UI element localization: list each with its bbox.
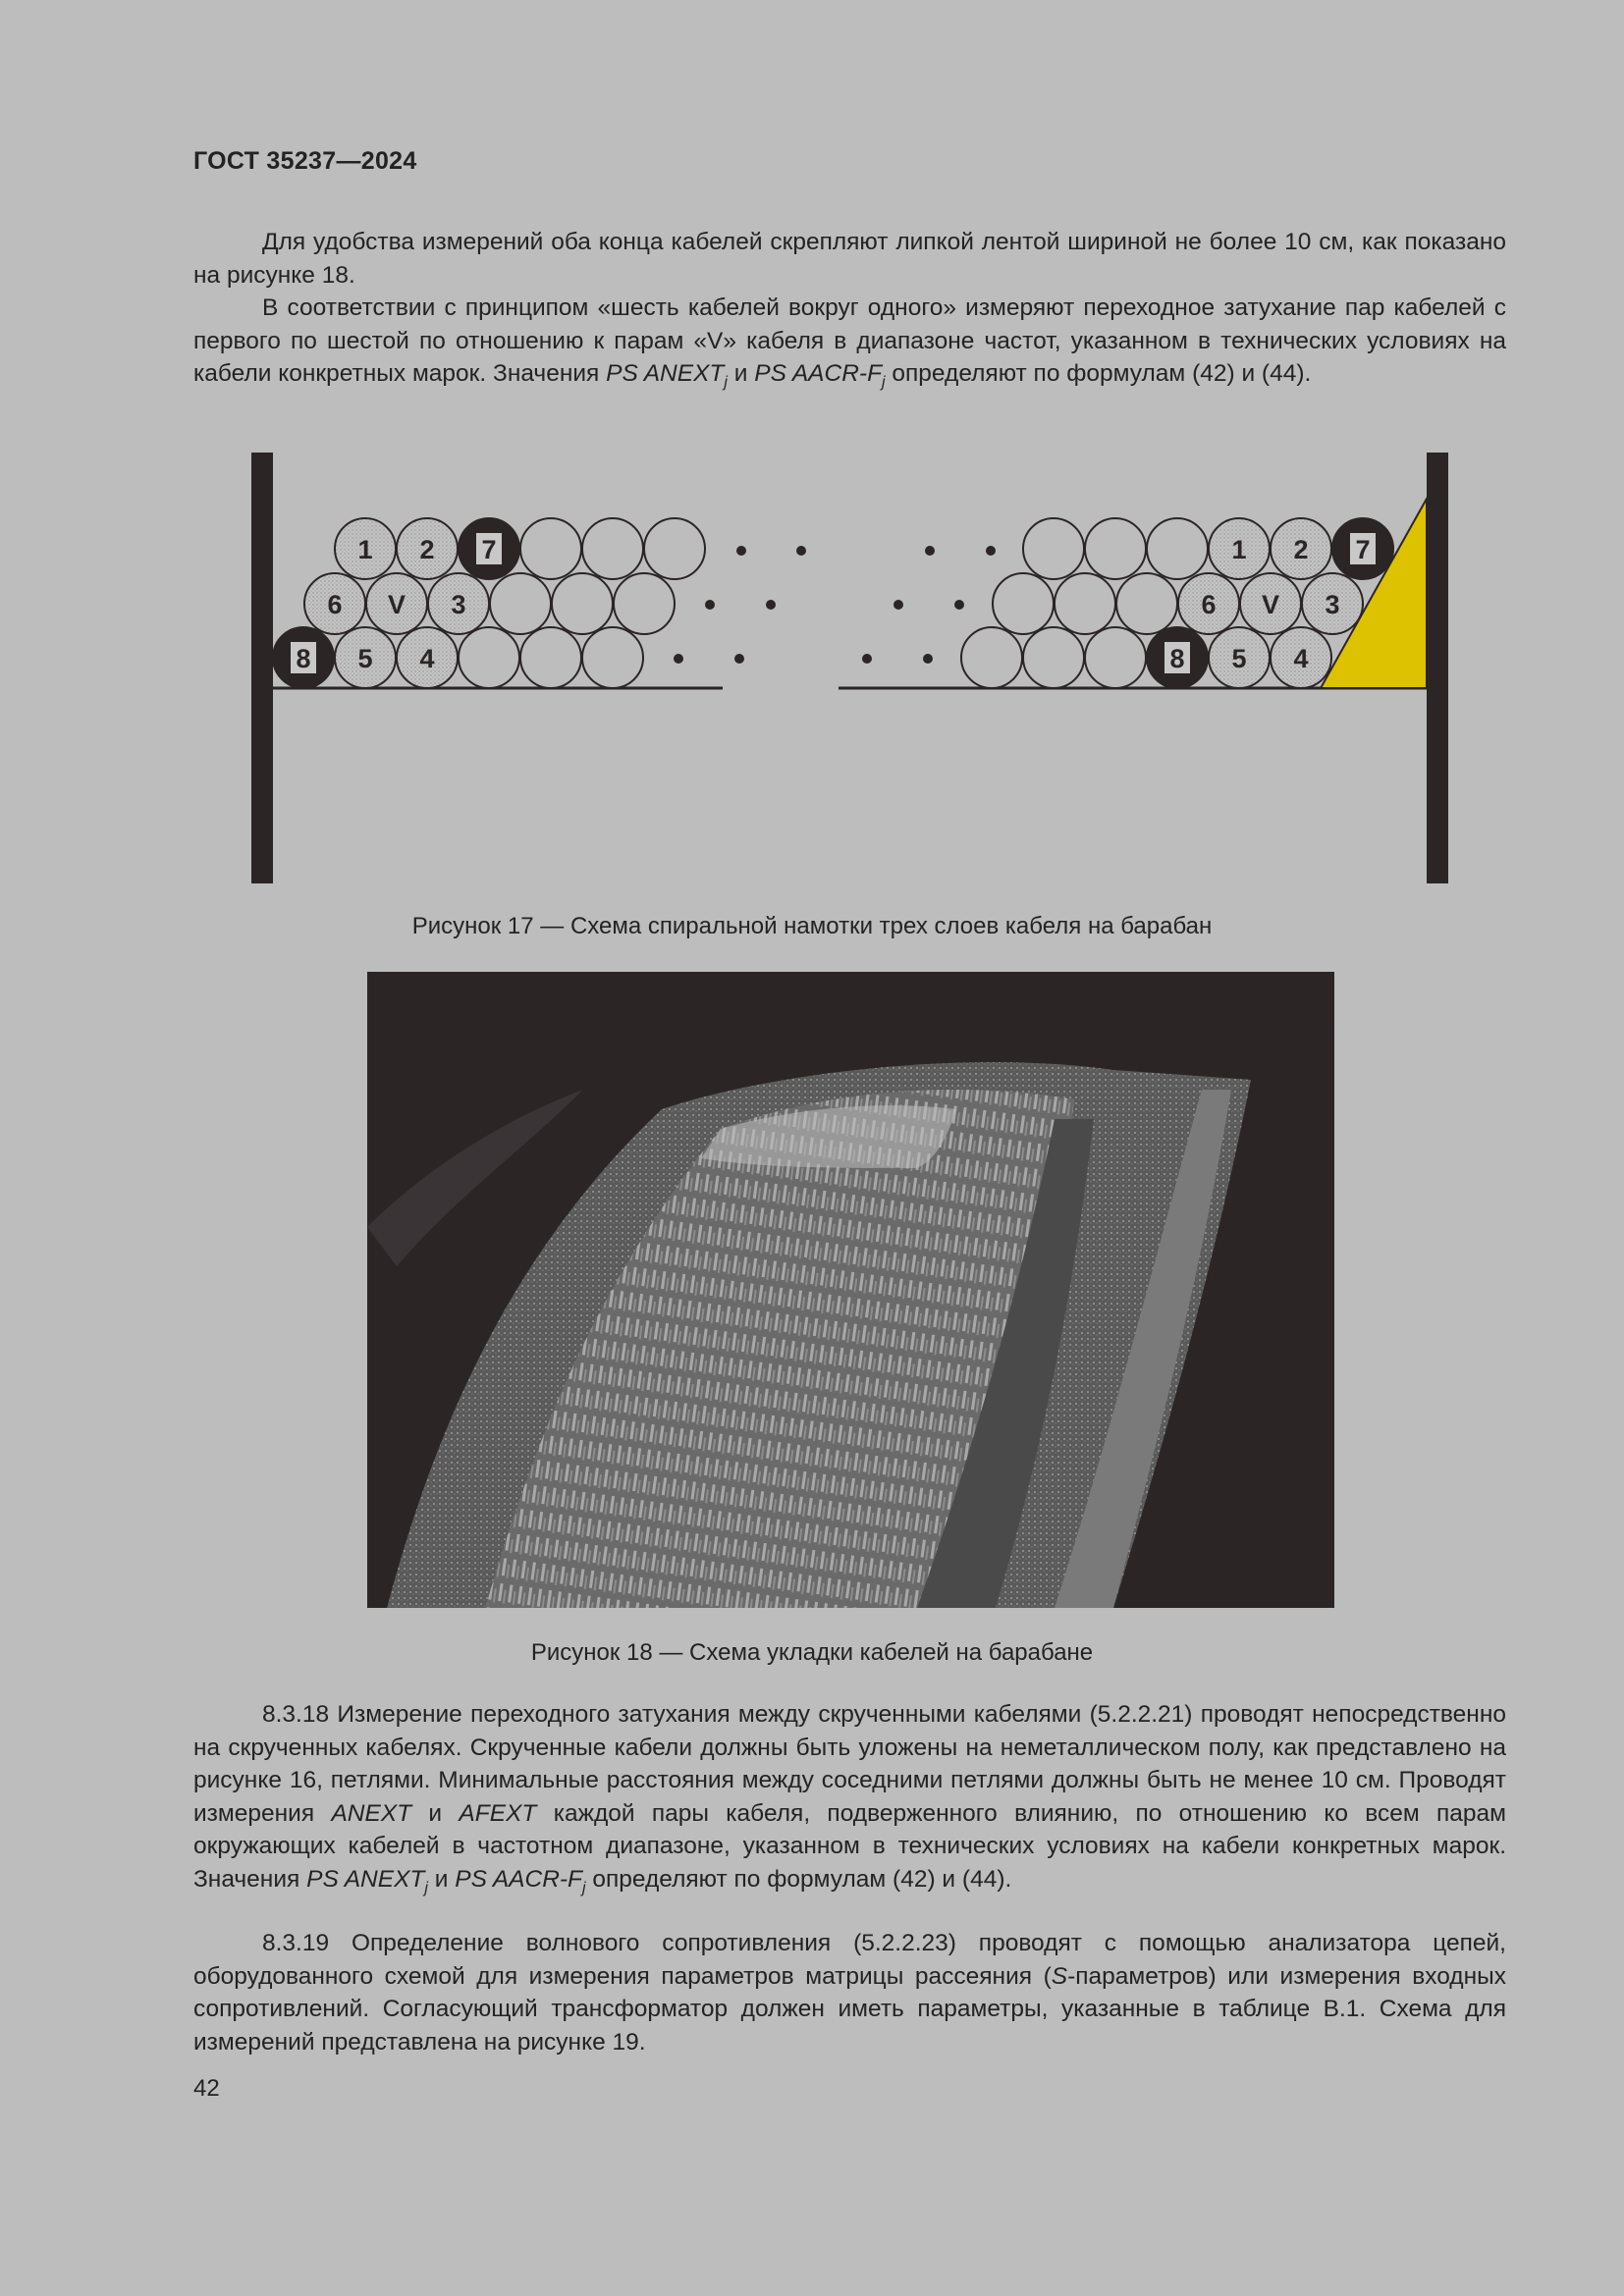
- figure-18-photo: [367, 972, 1334, 1608]
- left-label-2: 2: [419, 535, 435, 564]
- paragraph-tape: Для удобства измерений оба конца кабелей скрепляют липкой лентой шириной не более 10 см, как показано на рисунке 18.: [193, 229, 1506, 289]
- page-number: 42: [193, 2075, 220, 2102]
- right-label-3: 3: [1325, 590, 1340, 619]
- left-flange: [251, 453, 273, 883]
- left-label-6: 6: [327, 590, 343, 619]
- left-label-3: 3: [451, 590, 466, 619]
- left-label-5: 5: [357, 644, 373, 673]
- left-label-1: 1: [357, 535, 373, 564]
- right-label-4: 4: [1293, 644, 1309, 673]
- figure-18-caption: Рисунок 18 — Схема укладки кабелей на барабане: [530, 1639, 1094, 1666]
- paragraph-six-around-one: В соответствии с принципом «шесть кабелей вокруг одного» измеряют переходное затухание пар кабелей с первого по шестой по отношению к парам «V» кабеля в диапазоне частот, указанном в технических условиях на кабели конкретных марок. Значения PS $ANEXT_j$ и PS AACR-$F_j$ определяют по формулам (42) и (44).: [193, 294, 1506, 391]
- right-label-8: 8: [1169, 644, 1185, 673]
- left-label-7: 7: [481, 535, 497, 564]
- right-label-v: V: [1261, 590, 1280, 619]
- right-flange: [1427, 453, 1448, 883]
- left-label-8: 8: [296, 644, 311, 673]
- document-code: ГОСТ 35237—2024: [193, 147, 417, 175]
- figure-17-diagram: [245, 447, 1463, 888]
- left-label-v: V: [387, 590, 406, 619]
- right-label-5: 5: [1231, 644, 1247, 673]
- paragraph-8-3-19: 8.3.19 Определение волнового сопротивления (5.2.2.23) проводят с помощью анализатора цепей, оборудованного схемой для измерения параметров матрицы рассеяния (S-параметров) или измерения входных сопротивлений. Согласующий трансформатор должен иметь параметры, указанные в таблице В.1. Схема для измерений представлена на рисунке 19.: [193, 1930, 1506, 2056]
- right-label-2: 2: [1293, 535, 1309, 564]
- left-label-4: 4: [419, 644, 435, 673]
- figure-17-caption: Рисунок 17 — Схема спиральной намотки трех слоев кабеля на барабан: [411, 913, 1213, 939]
- right-label-1: 1: [1231, 535, 1247, 564]
- right-label-7: 7: [1355, 535, 1371, 564]
- paragraph-8-3-18: 8.3.18 Измерение переходного затухания между скрученными кабелями (5.2.2.21) проводят непосредственно на скрученных кабелях. Скрученные кабели должны быть уложены на неметаллическом полу, как представлено на рисунке 16, петлями. Минимальные расстояния между соседними петлями должны быть не менее 10 см. Проводят измерения ANEXT и AFEXT каждой пары кабеля, подверженного влиянию, по отношению ко всем парам окружающих кабелей в частотном диапазоне, указанном в технических условиях на кабели конкретных марок. Значения PS $ANEXT_j$ и PS AACR-$F_j$ определяют по формулам (42) и (44).: [193, 1701, 1506, 1896]
- right-label-6: 6: [1201, 590, 1217, 619]
